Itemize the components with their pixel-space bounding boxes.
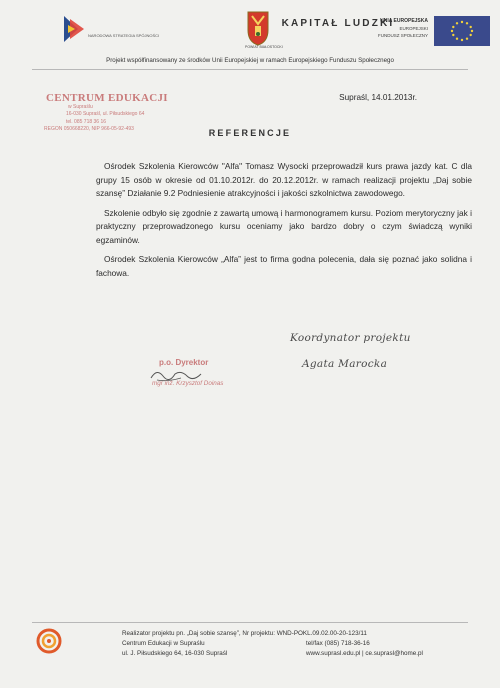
paragraph-2: Szkolenie odbyło się zgodnie z zawartą umową i harmonogramem kursu. Poziom merytoryczny jak i praktyczny przeprowadzonego kursu oceniamy jako bardzo dobry o czym świadczą wyniki egzaminów. <box>96 207 472 245</box>
footer-org: Centrum Edukacji w Supraślu <box>122 640 205 647</box>
coat-of-arms-icon <box>246 10 270 46</box>
kapital-ludzki-mark-icon <box>64 16 84 42</box>
footer-address: ul. J. Piłsudskiego 64, 16-030 Supraśl <box>122 650 228 657</box>
footer-phone: tel/fax (085) 718-36-16 <box>306 640 370 647</box>
logo-subtitle: NARODOWA STRATEGIA SPÓJNOŚCI <box>88 33 160 38</box>
centrum-edukacji-logo-icon <box>36 628 62 654</box>
footer-divider <box>32 622 468 623</box>
footer-web: www.suprasl.edu.pl | ce.suprasl@home.pl <box>306 650 423 657</box>
eu-line3: FUNDUSZ SPOŁECZNY <box>377 33 428 38</box>
director-name: mgr inż. Krzysztof Doinas <box>152 380 224 387</box>
letter-date: Supraśl, 14.01.2013r. <box>339 93 417 102</box>
document-title: REFERENCJE <box>208 128 292 138</box>
eu-logo <box>360 16 490 52</box>
eu-line2: EUROPEJSKI <box>399 26 428 31</box>
coordinator-name: Agata Marocka <box>302 358 388 370</box>
eu-flag-icon <box>434 16 490 46</box>
director-role: p.o. Dyrektor <box>159 358 209 367</box>
logo-title: KAPITAŁ LUDZKI <box>281 18 395 29</box>
organization-stamp <box>38 92 180 133</box>
footer-project-line: Realizator projektu pn. „Daj sobie szansę”, Nr projektu: WND-POKL.09.02.00-20-123/11 <box>122 630 367 637</box>
crest-label: POWIAT BIAŁOSTOCKI <box>245 45 283 49</box>
eu-line1: UNIA EUROPEJSKA <box>380 18 428 24</box>
project-cofinancing-note: Projekt współfinansowany ze środków Unii Europejskiej w ramach Europejskiego Funduszu Społecznego <box>106 57 394 64</box>
coordinator-title: Koordynator projektu <box>290 332 411 344</box>
header-divider <box>32 69 468 70</box>
paragraph-1: Ośrodek Szkolenia Kierowców "Alfa" Tomasz Wysocki przeprowadził kurs prawa jazdy kat. C dla grupy 15 osób w okresie od 01.10.2012r. do 20.12.2012r. w ramach realizacji projektu „Daj sobie szansę” Działanie 9.2 Podniesienie atrakcyjności i jakości szkolnictwa zawodowego. <box>96 161 472 198</box>
stamp-line-2: 16-030 Supraśl, ul. Piłsudskiego 64 <box>66 111 145 118</box>
stamp-line-3: tel. 085 718 36 16 <box>66 118 107 125</box>
stamp-name: CENTRUM EDUKACJI <box>46 92 168 104</box>
paragraph-3: Ośrodek Szkolenia Kierowców „Alfa” jest to firma godna polecenia, dała się poznać jako solidna i fachowa. <box>96 254 472 278</box>
stamp-regon: REGON 050668220, NIP 966-05-92-493 <box>44 125 134 132</box>
stamp-line-1: w Supraślu <box>68 104 93 110</box>
letter-body <box>96 160 472 286</box>
